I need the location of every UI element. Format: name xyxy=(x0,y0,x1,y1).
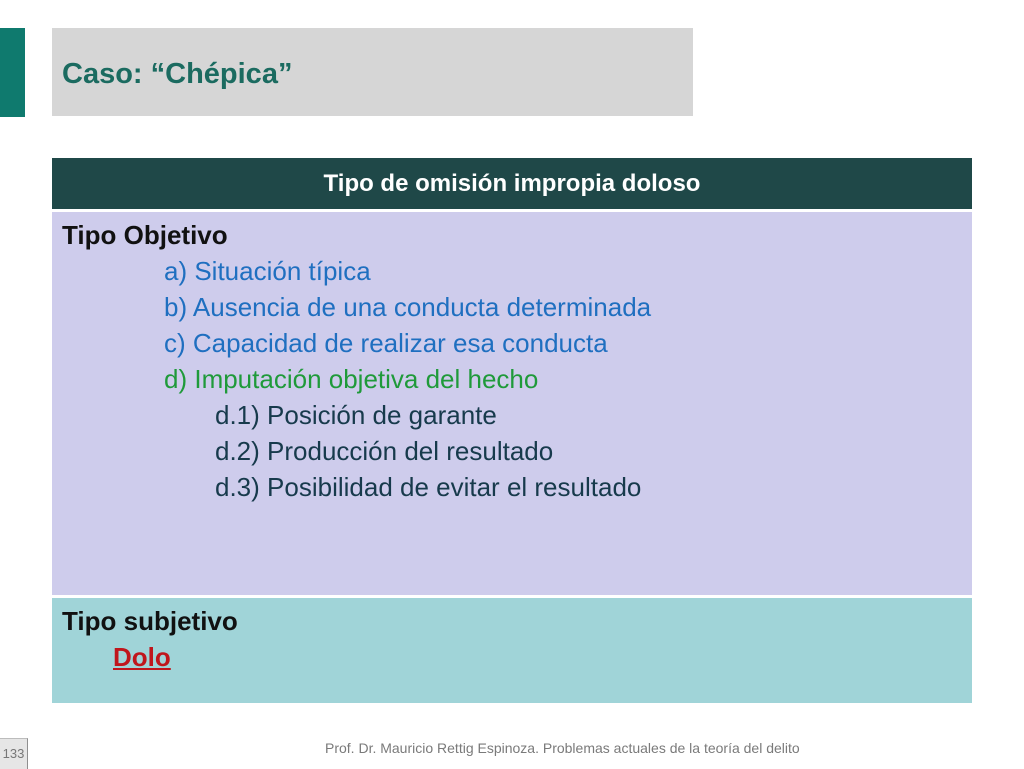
list-item: c) Capacidad de realizar esa conducta xyxy=(164,328,608,358)
table-header: Tipo de omisión impropia doloso xyxy=(52,158,972,209)
dolo-item: Dolo xyxy=(113,642,171,672)
tipo-subjetivo-row xyxy=(52,598,972,703)
content-table xyxy=(52,158,972,703)
tipo-subjetivo-heading: Tipo subjetivo xyxy=(62,606,238,636)
title-box xyxy=(52,28,693,116)
list-subitem: d.1) Posición de garante xyxy=(215,400,497,430)
list-subitem: d.2) Producción del resultado xyxy=(215,436,554,466)
tipo-objetivo-row xyxy=(52,212,972,595)
page-number: 133 xyxy=(0,738,28,769)
tipo-objetivo-heading: Tipo Objetivo xyxy=(62,220,228,250)
footer-text: Prof. Dr. Mauricio Rettig Espinoza. Problemas actuales de la teoría del delito xyxy=(325,740,800,756)
list-item: d) Imputación objetiva del hecho xyxy=(164,364,539,394)
list-item: b) Ausencia de una conducta determinada xyxy=(164,292,652,322)
accent-bar xyxy=(0,28,25,117)
list-subitem: d.3) Posibilidad de evitar el resultado xyxy=(215,472,642,502)
slide-title: Caso: “Chépica” xyxy=(62,58,293,90)
list-item: a) Situación típica xyxy=(164,256,371,286)
